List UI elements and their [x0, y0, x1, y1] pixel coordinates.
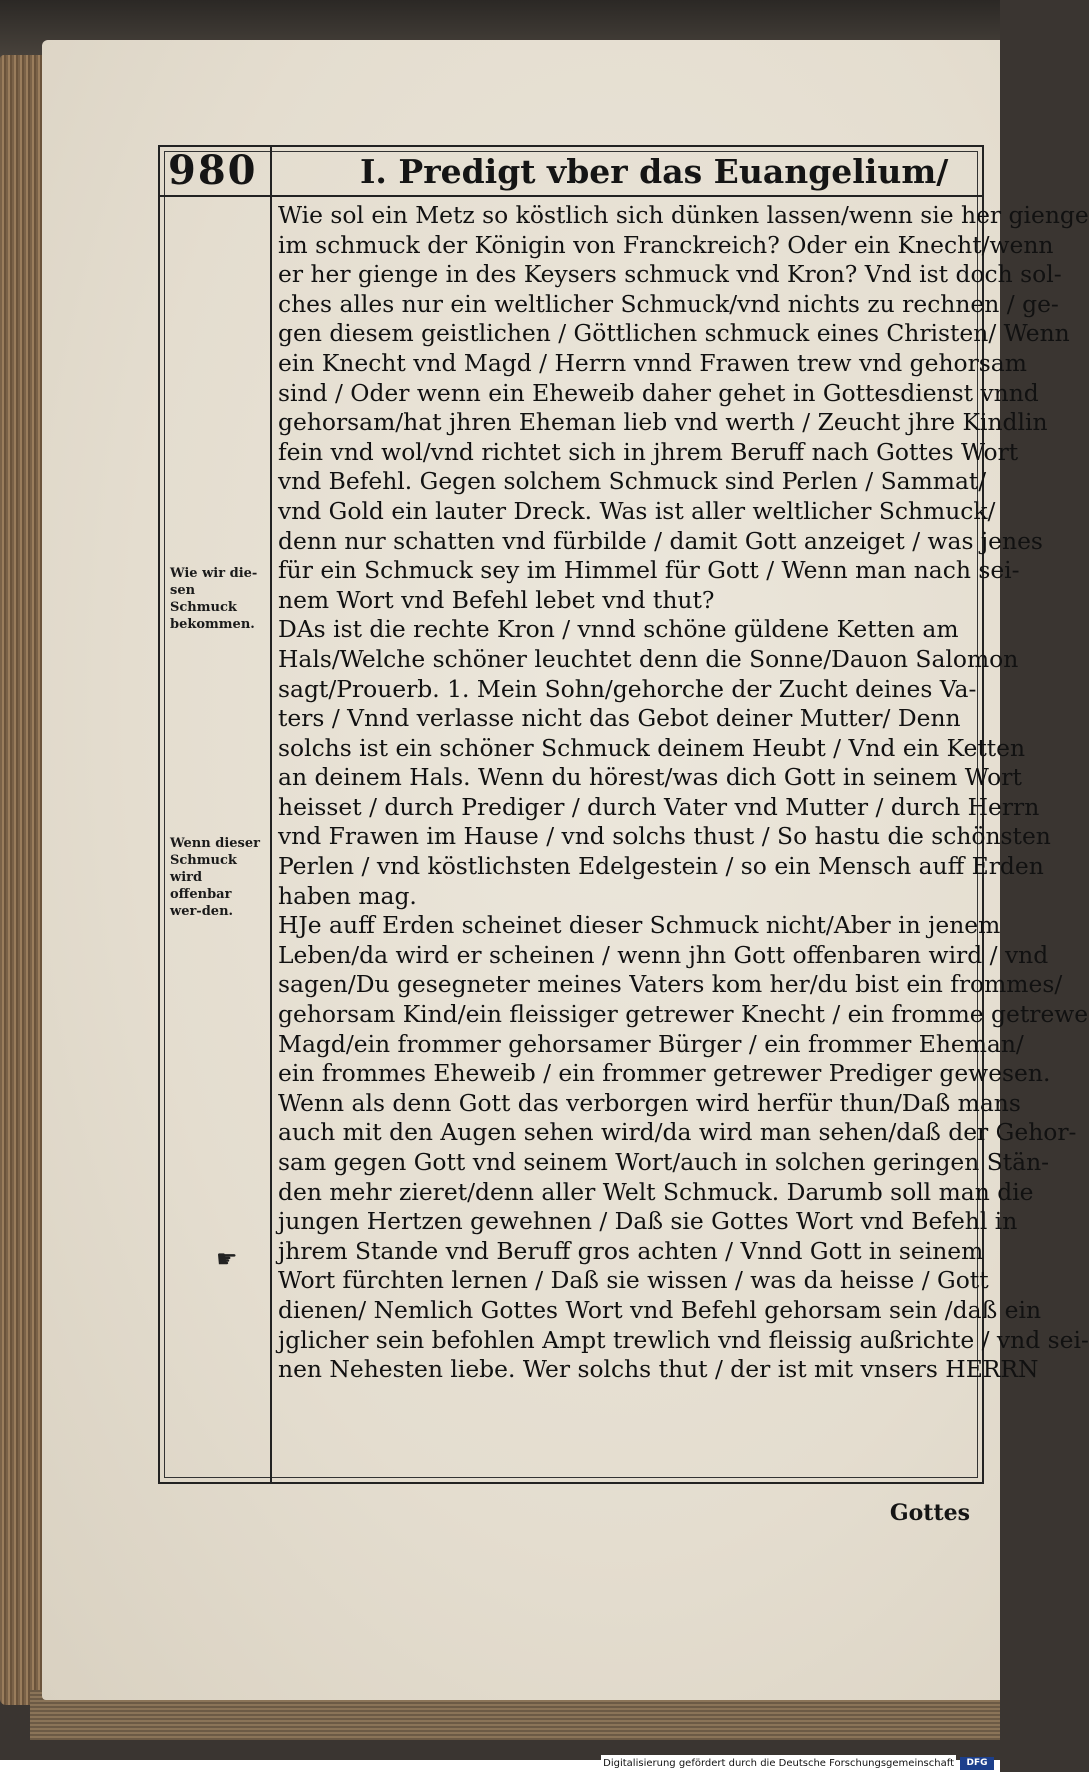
text-line: heisset / durch Prediger / durch Vater vnd Mutter / durch Herrn: [278, 792, 1040, 821]
margin-column: [160, 195, 272, 1482]
text-frame: [158, 145, 1089, 1526]
text-line: DAs ist die rechte Kron / vnnd schöne güldene Ketten am: [278, 615, 959, 644]
text-line: vnd Gold ein lauter Dreck. Was ist aller weltlicher Schmuck/: [278, 496, 996, 525]
page-header: [160, 147, 982, 197]
text-line: vnd Befehl. Gegen solchem Schmuck sind Perlen / Sammat/: [278, 467, 987, 496]
text-line: Perlen / vnd köstlichsten Edelgestein / so ein Mensch auff Erden: [278, 852, 1044, 881]
text-line: er her gienge in des Keysers schmuck vnd Kron? Vnd ist doch sol-: [278, 260, 1062, 289]
page-number: 980: [168, 147, 258, 194]
text-line: gen diesem geistlichen / Göttlichen schmuck eines Christen/ Wenn: [278, 319, 1070, 348]
text-line: Wenn als denn Gott das verborgen wird herfür thun/Daß mans: [278, 1088, 1021, 1117]
text-line: solchs ist ein schöner Schmuck deinem Heubt / Vnd ein Ketten: [278, 733, 1026, 762]
text-line: jungen Hertzen gewehnen / Daß sie Gottes Wort vnd Befehl in: [278, 1207, 1018, 1236]
text-line: sam gegen Gott vnd seinem Wort/auch in solchen geringen Stän-: [278, 1148, 1050, 1176]
text-line: ein Knecht vnd Magd / Herrn vnnd Frawen trew vnd gehorsam: [278, 348, 1027, 377]
text-line: vnd Frawen im Hause / vnd solchs thust / So hastu die schönsten: [278, 822, 1051, 851]
text-line: fein vnd wol/vnd richtet sich in jhrem Beruff nach Gottes Wort: [278, 437, 1019, 466]
text-line: denn nur schatten vnd fürbilde / damit Gott anzeiget / was jenes: [278, 526, 1043, 555]
text-line: ein frommes Eheweib / ein frommer getrewer Prediger gewesen.: [278, 1059, 1051, 1088]
pointing-hand-icon: ☛: [216, 1245, 238, 1273]
text-line: auch mit den Augen sehen wird/da wird man sehen/daß der Gehor-: [278, 1118, 1077, 1147]
catchword: Gottes: [889, 1500, 970, 1526]
text-line: sagt/Prouerb. 1. Mein Sohn/gehorche der Zucht deines Va-: [278, 674, 977, 703]
text-line: an deinem Hals. Wenn du hörest/was dich Gott in seinem Wort: [278, 763, 1022, 792]
text-line: im schmuck der Königin von Franckreich? Oder ein Knecht/wenn: [278, 230, 1054, 259]
text-line: Leben/da wird er scheinen / wenn jhn Gott offenbaren wird / vnd: [278, 940, 1049, 969]
text-line: sagen/Du gesegneter meines Vaters kom her/du bist ein frommes/: [278, 970, 1063, 999]
running-head: I. Predigt vber das Euangelium/: [360, 152, 949, 191]
text-line: ches alles nur ein weltlicher Schmuck/vnd nichts zu rechnen / ge-: [278, 289, 1059, 318]
text-line: Wie sol ein Metz so köstlich sich dünken lassen/wenn sie her gienge: [278, 201, 1089, 229]
digitization-credit: Digitalisierung gefördert durch die Deutsche Forschungsgemeinschaft: [601, 1755, 956, 1772]
text-line: HJe auff Erden scheinet dieser Schmuck nicht/Aber in jenem: [278, 911, 1001, 940]
text-line: jhrem Stande vnd Beruff gros achten / Vnnd Gott in seinem: [278, 1236, 984, 1265]
text-line: sind / Oder wenn ein Eheweib daher gehet in Gottesdienst vnnd: [278, 378, 1039, 407]
text-line: Magd/ein frommer gehorsamer Bürger / ein frommer Eheman/: [278, 1029, 1024, 1058]
body-text: [278, 201, 1089, 1423]
text-line: den mehr zieret/denn aller Welt Schmuck. Darumb soll man die: [278, 1177, 1034, 1206]
text-line: gehorsam Kind/ein fleissiger getrewer Knecht / ein fromme getrewe: [278, 1000, 1089, 1029]
header-divider: [270, 147, 272, 195]
text-line: gehorsam/hat jhren Eheman lieb vnd werth / Zeucht jhre Kindlin: [278, 408, 1048, 437]
text-line: dienen/ Nemlich Gottes Wort vnd Befehl gehorsam sein /daß ein: [278, 1295, 1042, 1324]
text-line: Wort fürchten lernen / Daß sie wissen / was da heisse / Gott: [278, 1266, 989, 1295]
text-line: ters / Vnnd verlasse nicht das Gebot deiner Mutter/ Denn: [278, 704, 961, 733]
text-line: nen Nehesten liebe. Wer solchs thut / der ist mit vnsers HERRN: [278, 1355, 1039, 1384]
dfg-logo: DFG: [960, 1757, 994, 1770]
book-page-edges: [0, 55, 48, 1705]
text-line: nem Wort vnd Befehl lebet vnd thut?: [278, 585, 715, 614]
text-line: jglicher sein befohlen Ampt trewlich vnd fleissig außrichte / vnd sei-: [278, 1325, 1089, 1354]
text-line: für ein Schmuck sey im Himmel für Gott / Wenn man nach sei-: [278, 556, 1020, 585]
text-line: haben mag.: [278, 881, 417, 910]
margin-note: Wie wir die-sen Schmuck bekommen.: [170, 566, 258, 632]
text-line: Hals/Welche schöner leuchtet denn die Sonne/Dauon Salomon: [278, 644, 1019, 673]
margin-note: Wenn dieser Schmuck wird offenbar wer-den.: [170, 836, 260, 919]
